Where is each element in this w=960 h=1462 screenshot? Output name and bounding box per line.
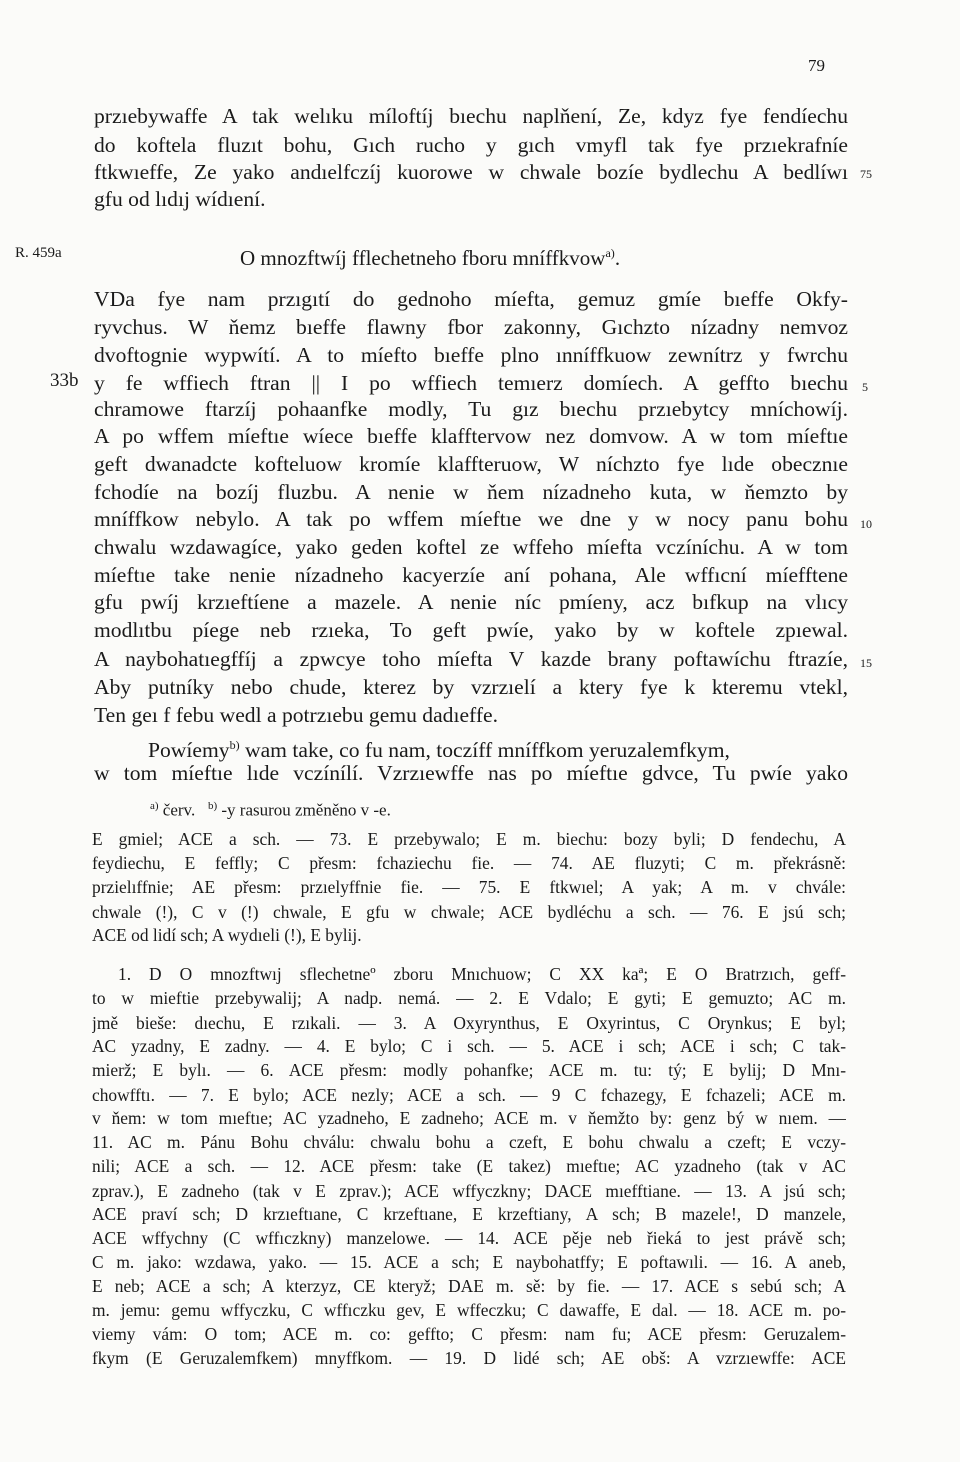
footnote-b-text: -y rasurou změněno v -e.: [221, 800, 391, 820]
apparatus-line: to w mieftie przebywalij; A nadp. nemá. — 2. E Vdalo; E gyti; E gemuzto; AC m.: [92, 988, 846, 1008]
line-number-margin: 5: [862, 380, 868, 394]
apparatus-line: E gmiel; ACE a sch. — 73. E przebywalo; E m. biechu: bozy byli; D fendechu, A: [92, 829, 846, 849]
paragraph-rest: wam take, co fu nam, toczíff mníffkom yeruzalemfkym,: [244, 738, 730, 763]
text-line: do koftela fluzıt bohu, Gıch rucho y gıch vmyfl tak fye przıekrafníe: [94, 133, 848, 157]
apparatus-line: ACE od lidí sch; A wydıeli (!), E bylij.: [92, 925, 362, 945]
apparatus-line: v ňem: w tom mıeftıe; AC yzadneho, E zadneho; ACE m. v ňemžto by: genz bý w nıem. —: [92, 1108, 846, 1128]
apparatus-line: m. jemu: gemu wffyczku, C wffıczku gev, E wffeczku; C dawaffe, E dal. — 18. ACE m. po-: [92, 1300, 846, 1320]
heading-footnote-mark: a): [605, 246, 615, 260]
text-line: gfu od lıdıj wídıení.: [94, 187, 266, 211]
text-line: y fe wffiech ftran || I po wffiech temıerz domíech. A geffto bıechu: [94, 371, 848, 395]
text-line: mníffkow nebylo. A tak po wffem míeftıe we dne y w nocy panu bohu: [94, 507, 848, 531]
text-line: przıebywaffe A tak welıku míloftíj bıechu naplňení, Ze, kdyz fye fendíechu: [94, 104, 848, 128]
apparatus-line: 1. D O mnozftwıj sflechetneº zboru Mnıchuow; C XX kaª; E O Bratrzıch, geff-: [118, 964, 846, 984]
text-line: Ten geı f febu wedl a potrzıebu gemu dadıeffe.: [94, 703, 499, 727]
text-line: dvoftognie wypwítí. A to míefto bıeffe plno ınníffkuow zewnítrz y fwrchu: [94, 343, 848, 367]
apparatus-line: mierž; E bylı. — 6. ACE přesm: modly pohanfke; ACE m. tu: tý; E bylij; D Mnı-: [92, 1060, 846, 1080]
apparatus-line: fkym (E Geruzalemfkem) mnyffkom. — 19. D lidé sch; AE obš: A vzrzıewffe: ACE: [92, 1348, 846, 1368]
line-number-margin: 15: [860, 656, 872, 670]
text-line: ryvchus. W ňemz bıeffe flawny fbor zakonny, Gıchzto nízadny nemvoz: [94, 315, 848, 339]
text-line: geft dwanadcte kofteluow kromíe klaffteruow, W níchzto fye lıde obecznıe: [94, 452, 848, 476]
text-line: w tom míeftıe lıde vczínílí. Vzrzıewffe nas po míeftıe gdvce, Tu pwíe yako: [94, 761, 848, 785]
line-number-margin: 75: [860, 167, 872, 181]
apparatus-line: chwale (!), C v (!) chwale, E gfu w chwale; ACE bydléchu a sch. — 76. E jsú sch;: [92, 902, 846, 922]
text-line: Aby putníky nebo chude, kterez by vzrzıelí a ktery fye k kteremu vtekl,: [94, 675, 848, 699]
folio-number-margin: 33b: [50, 370, 79, 391]
text-line: fchodíe na bozíj fluzbu. A nenie w ňem nízadneho kuta, w ňemzto by: [94, 480, 848, 504]
footnote-b-mark: b): [207, 800, 218, 812]
apparatus-line: przielıffnie; AE přesm: przıelyffnie fie. — 75. E ftkwıel; A yak; A m. v chvále:: [92, 877, 846, 897]
page-number: 79: [808, 56, 825, 75]
apparatus-line: chowfftı. — 7. E bylo; ACE nezly; ACE a sch. — 9 C fchazegy, E fchazeli; ACE m.: [92, 1085, 846, 1105]
text-line: VDa fye nam przıgıtí do gednoho míefta, gemuz gmíe bıeffe Okfy-: [94, 287, 848, 311]
text-line: A po wffem míeftıe wíece bıeffe klafftervow nez domvow. A w tom míeftıe: [94, 424, 848, 448]
line-number-margin: 10: [860, 517, 872, 531]
text-line: chwalu wzdawagíce, yako geden koftel ze wffeho míefta vczíníchu. A w tom: [94, 535, 848, 559]
apparatus-line: 11. AC m. Pánu Bohu chválu: chwalu bohu a czeft, E bohu chwalu a czeft; E vczy-: [92, 1132, 846, 1152]
paragraph-start: Powíemy: [148, 738, 230, 763]
apparatus-line: zprav.), E zadneho (tak v E zprav.); ACE wffyczkny; DACE mıefftiane. — 13. A jsú sch;: [92, 1181, 846, 1201]
apparatus-line: ACE wffychny (C wffıczkny) manzelowe. — 14. ACE pěje neb řieká to jest právě sch;: [92, 1228, 846, 1248]
manuscript-reference-margin: R. 459a: [15, 245, 62, 261]
footnote-a-mark: a): [150, 800, 159, 812]
text-line: gfu pwíj krzıeftíene a mazele. A nenie níc pmíeny, acz bıfkup na vlıcy: [94, 590, 848, 614]
apparatus-line: ACE praví sch; D krzıeftıane, C krzeftıane, E krzeftiany, A sch; B mazele!, D manzele,: [92, 1204, 846, 1224]
text-line: [148, 733, 848, 762]
apparatus-line: jmě bieše: dıechu, E rzıkali. — 3. A Oxyrynthus, E Oxyrintus, C Orynkus; E byl;: [92, 1013, 846, 1033]
apparatus-line: viemy vám: O tom; ACE m. co: geffto; C přesm: nam fu; ACE přesm: Geruzalem-: [92, 1324, 846, 1344]
apparatus-line: feydiechu, E feffly; C přesm: fchaziechu fie. — 74. AE fluzyti; C m. překrásně:: [92, 853, 846, 873]
footnotes: [150, 800, 391, 821]
footnote-mark: b): [229, 738, 240, 752]
text-line: ftkwıeffe, Ze yako andıelfczíj kuorowe w chwale bozíe bydlechu A bedlíwı: [94, 160, 848, 184]
text-line: chramowe ftarzíj pohaanfke modly, Tu gız bıechu przıebytcy mníchowíj.: [94, 397, 848, 421]
text-line: modlıtbu píege neb rzıeka, To geft pwíe, yako by w koftele zpıewal.: [94, 618, 848, 642]
apparatus-line: nili; ACE a sch. — 12. ACE přesm: take (E takez) mıeftıe; AC yzadneho (tak v AC: [92, 1156, 846, 1176]
apparatus-line: E neb; ACE a sch; A kterzyz, CE kteryž; DAE m. sě: by fie. — 17. ACE s sebú sch; A: [92, 1276, 846, 1296]
apparatus-line: C m. jako: wzdawa, yako. — 15. ACE a sch; E naybohatffy; E poftawıli. — 16. A aneb,: [92, 1252, 846, 1272]
apparatus-line: AC yzadny, E zadny. — 4. E bylo; C i sch. — 5. ACE i sch; ACE i sch; C tak-: [92, 1036, 846, 1056]
footnote-a-text: červ.: [162, 800, 196, 820]
text-line: míeftıe take nenie nízadneho kacyerzíe aní pohana, Ale wffıcní míefftene: [94, 563, 848, 587]
chapter-heading: O mnozftwíj fflechetneho fboru mníffkvow$^{a)}$.: [240, 246, 621, 270]
chapter-heading-text: O mnozftwíj fflechetneho fboru mníffkvow: [240, 246, 606, 270]
text-line: A naybohatıegffíj a zpwcye toho míefta V kazde brany poftawíchu ftrazíe,: [94, 647, 848, 671]
